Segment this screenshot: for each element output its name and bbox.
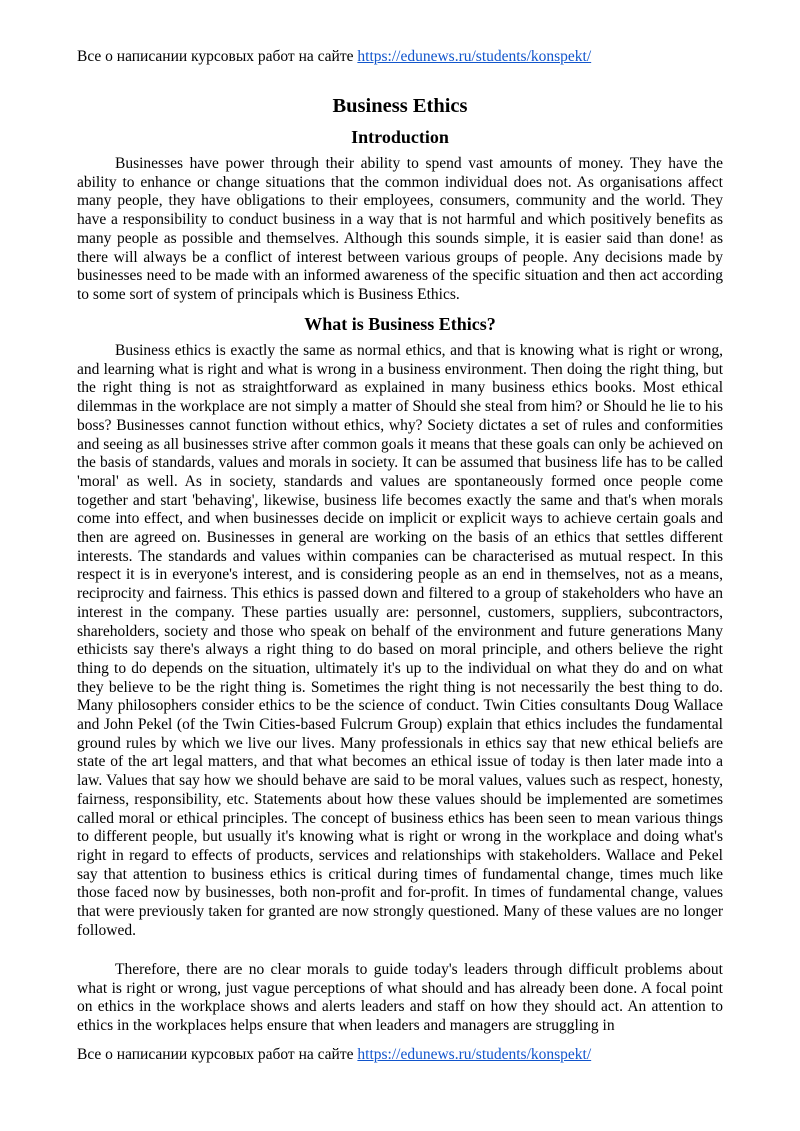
header-link[interactable]: https://edunews.ru/students/konspekt/ [357, 48, 592, 65]
page-header [77, 48, 591, 66]
footer-text: Все о написании курсовых работ на сайте [77, 1046, 358, 1063]
header-text: Все о написании курсовых работ на сайте [77, 48, 358, 65]
intro-paragraph: Businesses have power through their ability to spend vast amounts of money. They have the ability to enhance or change situations that the common individual does not. As organisations affect many people, they have obligations to their employees, consumers, community and the world. They have a responsibility to conduct business in a way that is not harmful and which positively benefits as many people as possible and themselves. Although this sounds simple, it is easier said than done! as there will always be a conflict of interest between various groups of people. Any decisions made by businesses need to be made with an informed awareness of the specific situation and then act according to some sort of system of principals which is Business Ethics. [77, 155, 723, 303]
document-title: Business Ethics [332, 95, 468, 117]
intro-heading: Introduction [351, 127, 449, 147]
section-paragraph-1: Business ethics is exactly the same as normal ethics, and that is knowing what is right or wrong, and learning what is right and what is wrong in a business environment. Then doing the right thing, but the right thing is not as straightforward as explained in many business ethics books. Most ethical dilemmas in the workplace are not simply a matter of Should she steal from him? or Should he lie to his boss? Businesses cannot function without ethics, why? Society dictates a set of rules and conformities and seeing as all businesses strive after common goals it means that these goals can only be achieved on the basis of standards, values and morals in society. It can be assumed that business life has to be called 'moral' as well. As in society, standards and values are spontaneously formed once people come together and start 'behaving', likewise, business life becomes exactly the same and that's when morals come into effect, and when businesses decide on implicit or explicit ways to achieve certain goals and then are agreed on. Businesses in general are working on the basis of an ethics that settles different interests. The standards and values within companies can be characterised as mutual respect. In this respect it is in everyone's interest, and is considering people as an end in themselves, not as a means, reciprocity and fairness. This ethics is passed down and filtered to a group of stakeholders who have an interest in the company. These parties usually are: personnel, customers, suppliers, subcontractors, shareholders, society and those who speak on behalf of the environment and future generations Many ethicists say there's always a right thing to do based on moral principle, and others believe the right thing to do depends on the situation, ultimately it's up to the individual on what they do and on what they believe to be the right thing is. Sometimes the right thing is not necessarily the best thing to do. Many philosophers consider ethics to be the science of conduct. Twin Cities consultants Doug Wallace and John Pekel (of the Twin Cities-based Fulcrum Group) explain that ethics includes the fundamental ground rules by which we live our lives. Many professionals in ethics say that new ethical beliefs are state of the art legal matters, and that what becomes an ethical issue of today is then later made into a law. Values that say how we should behave are said to be moral values, values such as respect, honesty, fairness, responsibility, etc. Statements about how these values should be implemented are sometimes called moral or ethical principles. The concept of business ethics has been seen to mean various things to different people, but usually it's knowing what is right or wrong in the workplace and doing what's right in regard to effects of products, services and relationships with stakeholders. Wallace and Pekel say that attention to business ethics is critical during times of fundamental change, times much like those faced now by businesses, both non-profit and for-profit. In times of fundamental change, values that were previously taken for granted are now strongly questioned. Many of these values are no longer followed. [77, 342, 723, 939]
footer-link[interactable]: https://edunews.ru/students/konspekt/ [357, 1046, 592, 1063]
section-heading: What is Business Ethics? [304, 314, 496, 334]
section-paragraph-2: Therefore, there are no clear morals to guide today's leaders through difficult problems about what is right or wrong, just vague perceptions of what should and has already been done. A focal point on ethics in the workplace shows and alerts leaders and staff on how they should act. An attention to ethics in the workplaces helps ensure that when leaders and managers are struggling in [77, 961, 723, 1035]
page-footer [77, 1046, 591, 1064]
